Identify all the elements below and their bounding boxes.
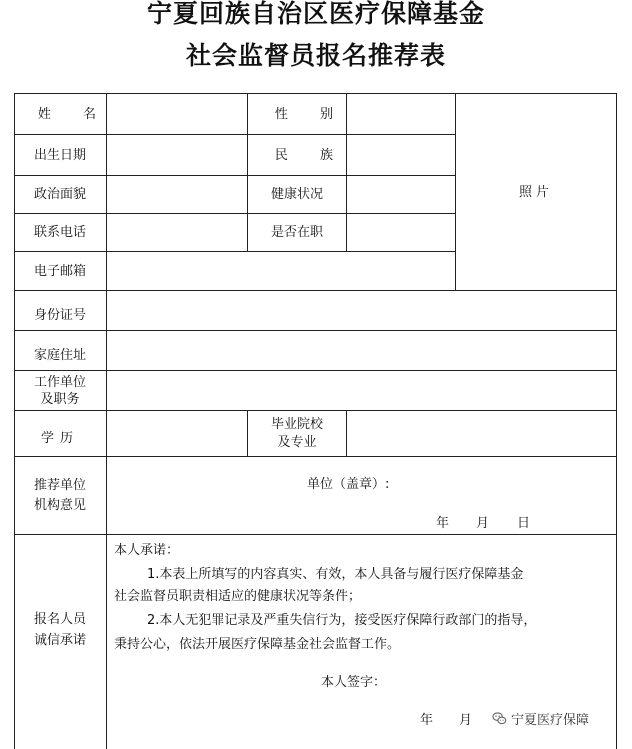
signature-label: 本人签字： bbox=[321, 675, 387, 690]
health-status-input[interactable] bbox=[347, 176, 455, 213]
watermark bbox=[492, 709, 589, 728]
form-title-line1: 宁夏回族自治区医疗保障基金 bbox=[146, 0, 485, 28]
birth-date-label: 出生日期 bbox=[33, 147, 86, 163]
ethnicity-input[interactable] bbox=[347, 135, 455, 175]
recommend-month: 月 bbox=[476, 516, 490, 531]
wechat-icon bbox=[492, 711, 507, 726]
promise-heading: 本人承诺： bbox=[114, 543, 180, 558]
school-label-line2: 及专业 bbox=[277, 434, 317, 450]
form-title-line2: 社会监督员报名推荐表 bbox=[185, 41, 446, 70]
name-input[interactable] bbox=[107, 94, 247, 134]
school-label-line1: 毕业院校 bbox=[270, 416, 323, 432]
recommend-area[interactable] bbox=[107, 457, 616, 534]
signature-input[interactable] bbox=[397, 667, 567, 695]
pledge-label-line2: 诚信承诺 bbox=[33, 633, 86, 648]
employed-label: 是否在职 bbox=[270, 225, 323, 240]
promise-item1-line1: 1.本表上所填写的内容真实、有效，本人具备与履行医疗保障基金 bbox=[147, 567, 524, 582]
photo-label: 照片 bbox=[518, 184, 553, 200]
ethnicity-label: 民 族 bbox=[274, 147, 348, 163]
workplace-label-line2: 及职务 bbox=[40, 391, 80, 407]
seal-label: 单位（盖章）: bbox=[307, 477, 390, 492]
school-label bbox=[248, 411, 346, 456]
promise-item1-line2: 社会监督员职责相适应的健康状况等条件； bbox=[114, 589, 362, 604]
phone-label: 联系电话 bbox=[33, 225, 86, 240]
education-input[interactable] bbox=[107, 411, 247, 456]
workplace-label-line1: 工作单位 bbox=[33, 374, 86, 390]
political-status-label: 政治面貌 bbox=[33, 187, 86, 202]
pledge-year: 年 bbox=[420, 713, 434, 728]
workplace-input[interactable] bbox=[107, 371, 616, 410]
employed-input[interactable] bbox=[347, 214, 455, 251]
watermark-text: 宁夏医疗保障 bbox=[511, 713, 590, 728]
gender-label: 性 别 bbox=[274, 106, 348, 122]
name-label: 姓 名 bbox=[37, 106, 111, 122]
education-label: 学历 bbox=[40, 431, 79, 446]
id-number-input[interactable] bbox=[107, 291, 616, 330]
recommend-label-line1: 推荐单位 bbox=[33, 477, 86, 493]
pledge-month: 月 bbox=[459, 713, 473, 728]
recommend-day: 日 bbox=[517, 516, 531, 531]
political-status-input[interactable] bbox=[107, 176, 247, 213]
table-border-right bbox=[616, 93, 617, 749]
school-input[interactable] bbox=[347, 411, 616, 456]
promise-item2-line1: 2.本人无犯罪记录及严重失信行为，接受医疗保障行政部门的指导， bbox=[147, 613, 537, 628]
id-number-label: 身份证号 bbox=[33, 307, 86, 323]
address-input[interactable] bbox=[107, 331, 616, 370]
address-label: 家庭住址 bbox=[33, 347, 86, 363]
recommend-year: 年 bbox=[436, 516, 450, 531]
pledge-label bbox=[14, 595, 106, 665]
pledge-label-line1: 报名人员 bbox=[33, 612, 86, 627]
birth-date-input[interactable] bbox=[107, 135, 247, 175]
email-label: 电子邮箱 bbox=[33, 263, 86, 279]
gender-input[interactable] bbox=[347, 94, 455, 134]
workplace-label bbox=[14, 371, 106, 410]
promise-item2-line2: 秉持公心，依法开展医疗保障基金社会监督工作。 bbox=[114, 637, 401, 652]
recommend-label-line2: 机构意见 bbox=[33, 497, 86, 513]
photo-box[interactable] bbox=[456, 94, 616, 290]
recommend-label bbox=[14, 457, 106, 534]
phone-input[interactable] bbox=[107, 214, 247, 251]
health-status-label: 健康状况 bbox=[270, 187, 323, 202]
email-input[interactable] bbox=[107, 252, 455, 290]
